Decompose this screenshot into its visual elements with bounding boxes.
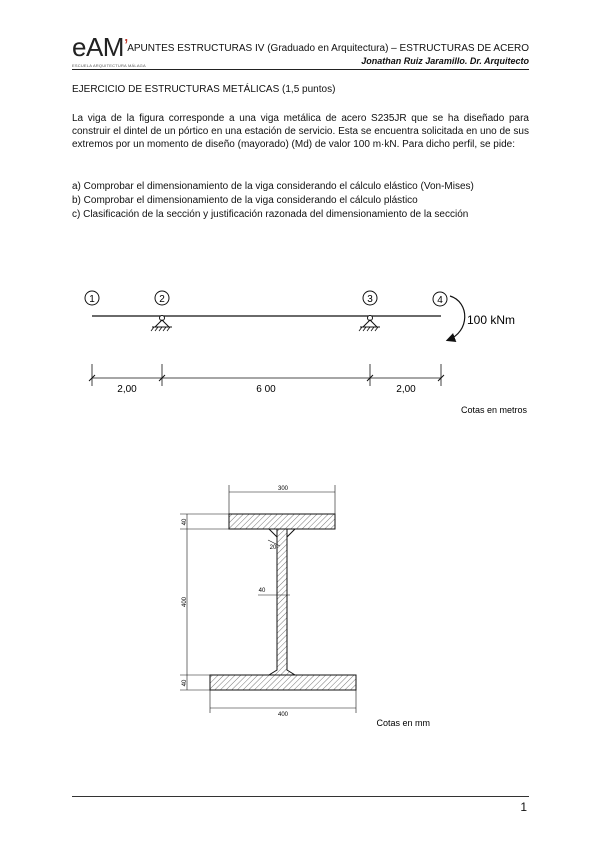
node-1-label (85, 291, 99, 305)
footer-divider (72, 796, 529, 797)
beam-diagram (0, 280, 599, 420)
units-note-mm: Cotas en mm (376, 718, 430, 728)
dim-bottom-flange: 40 (182, 679, 188, 687)
units-note-meters: Cotas en metros (460, 405, 527, 415)
header-divider (72, 69, 529, 70)
top-flange (229, 514, 335, 529)
dim-web: 40 (258, 588, 266, 594)
dim-top-flange: 40 (182, 518, 188, 526)
page-number: 1 (520, 800, 527, 814)
logo-subtitle: ESCUELA ARQUITECTURA MÁLAGA (72, 63, 146, 68)
moment-arrow-icon (448, 296, 465, 340)
section-diagram (0, 480, 599, 740)
course-title: APUNTES ESTRUCTURAS IV (Graduado en Arquitectura) – ESTRUCTURAS DE ACERO (127, 43, 529, 54)
exercise-title: EJERCICIO DE ESTRUCTURAS METÁLICAS (1,5 puntos) (72, 84, 336, 95)
dim-height: 400 (182, 596, 188, 608)
support-3-icon (359, 316, 380, 332)
svg-text:1: 1 (89, 294, 95, 305)
exercise-statement: La viga de la figura corresponde a una viga metálica de acero S235JR que se ha diseñado para construir el dintel de un pórtico en una estación de servicio. Esta se encuentra solicitada en uno de sus extremos por un momento de diseño (mayorado) (Md) de valor 100 m·kN. Para dicho perfil, se pide: (72, 113, 529, 150)
dim-top-width: 300 (277, 486, 289, 492)
dim-span-1: 2,00 (117, 384, 137, 395)
question-a: a) Comprobar el dimensionamiento de la viga considerando el cálculo elástico (Von-Mises) (72, 181, 474, 192)
svg-text:3: 3 (367, 294, 373, 305)
node-4-label (433, 292, 447, 306)
dim-span-2: 6 00 (256, 384, 276, 395)
question-b: b) Comprobar el dimensionamiento de la viga considerando el cálculo plástico (72, 195, 418, 206)
dim-span-3: 2,00 (396, 384, 416, 395)
node-3-label (363, 291, 377, 305)
support-2-icon (151, 316, 172, 332)
node-2-label (155, 291, 169, 305)
dim-weld: 20 (269, 545, 277, 551)
bottom-flange (210, 675, 356, 690)
svg-text:4: 4 (437, 295, 443, 306)
logo-text: eAM’ (72, 32, 128, 62)
question-c: c) Clasificación de la sección y justificación razonada del dimensionamiento de la sección (72, 209, 469, 220)
svg-text:2: 2 (159, 294, 165, 305)
author-name: Jonathan Ruiz Jaramillo. Dr. Arquitecto (361, 56, 529, 66)
moment-label: 100 kNm (467, 313, 516, 327)
dim-bottom-width: 400 (277, 712, 289, 718)
